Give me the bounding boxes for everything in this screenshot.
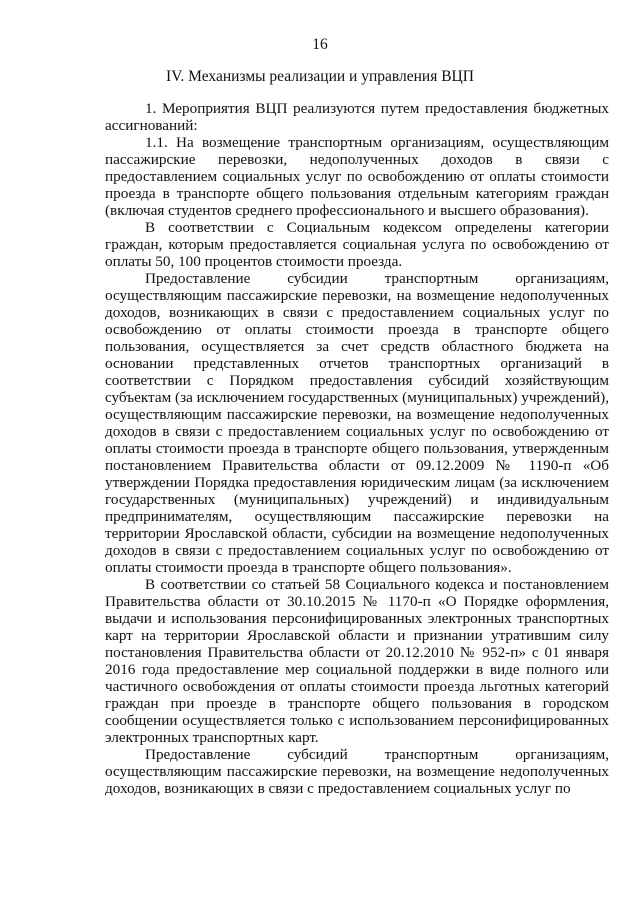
paragraph-transport-cards: В соответствии со статьей 58 Социального кодекса и постановлением Правительства области от 30.10.2015 № 1170-п «О Порядке оформления, выдачи и использования персонифицированных электронных транспортных карт на территории Ярославской области и признании утратившим силу постановления Правительства области от 20.12.2010 № 952-п» с 01 января 2016 года предоставление мер социальной поддержки в виде полного или частичного освобождения от оплаты стоимости проезда льготных категорий граждан при проезде в транспорте общего пользования в городском сообщении осуществляется только с использованием персонифицированных электронных транспортных карт. [105,576,609,746]
paragraph-subsidy-continued: Предоставление субсидий транспортным организациям, осуществляющим пассажирские перевозки, на возмещение недополученных доходов, возникающих в связи с предоставлением социальных услуг по [105,746,609,797]
paragraph-measures-intro: 1. Мероприятия ВЦП реализуются путем предоставления бюджетных ассигнований: [105,100,609,134]
paragraph-social-code: В соответствии с Социальным кодексом определены категории граждан, которым предоставляется социальная услуга по освобождению от оплаты 50, 100 процентов стоимости проезда. [105,219,609,270]
paragraph-compensation: 1.1. На возмещение транспортным организациям, осуществляющим пассажирские перевозки, недополученных доходов в связи с предоставлением социальных услуг по освобождению от оплаты стоимости проезда в транспорте общего пользования отдельным категориям граждан (включая студентов среднего профессионального и высшего образования). [105,134,609,219]
body-text [105,100,609,797]
paragraph-subsidy-procedure: Предоставление субсидии транспортным организациям, осуществляющим пассажирские перевозки, на возмещение недополученных доходов, возникающих в связи с предоставлением социальных услуг по освобождению от оплаты стоимости проезда в транспорте общего пользования, осуществляется за счет средств областного бюджета на основании представленных отчетов транспортных организаций в соответствии с Порядком предоставления субсидий хозяйствующим субъектам (за исключением государственных (муниципальных) учреждений), осуществляющим пассажирские перевозки, на возмещение недополученных доходов в связи с предоставлением социальных услуг по освобождению от оплаты стоимости проезда в транспорте общего пользования, утвержденным постановлением Правительства области от 09.12.2009 № 1190-п «Об утверждении Порядка предоставления юридическим лицам (за исключением государственных (муниципальных) учреждений) и индивидуальным предпринимателям, осуществляющим пассажирские перевозки на территории Ярославской области, субсидии на возмещение недополученных доходов в связи с предоставлением социальных услуг по освобождению от оплаты стоимости проезда в транспорте общего пользования». [105,270,609,576]
section-heading: IV. Механизмы реализации и управления ВЦП [166,68,474,85]
page-number: 16 [312,36,328,53]
